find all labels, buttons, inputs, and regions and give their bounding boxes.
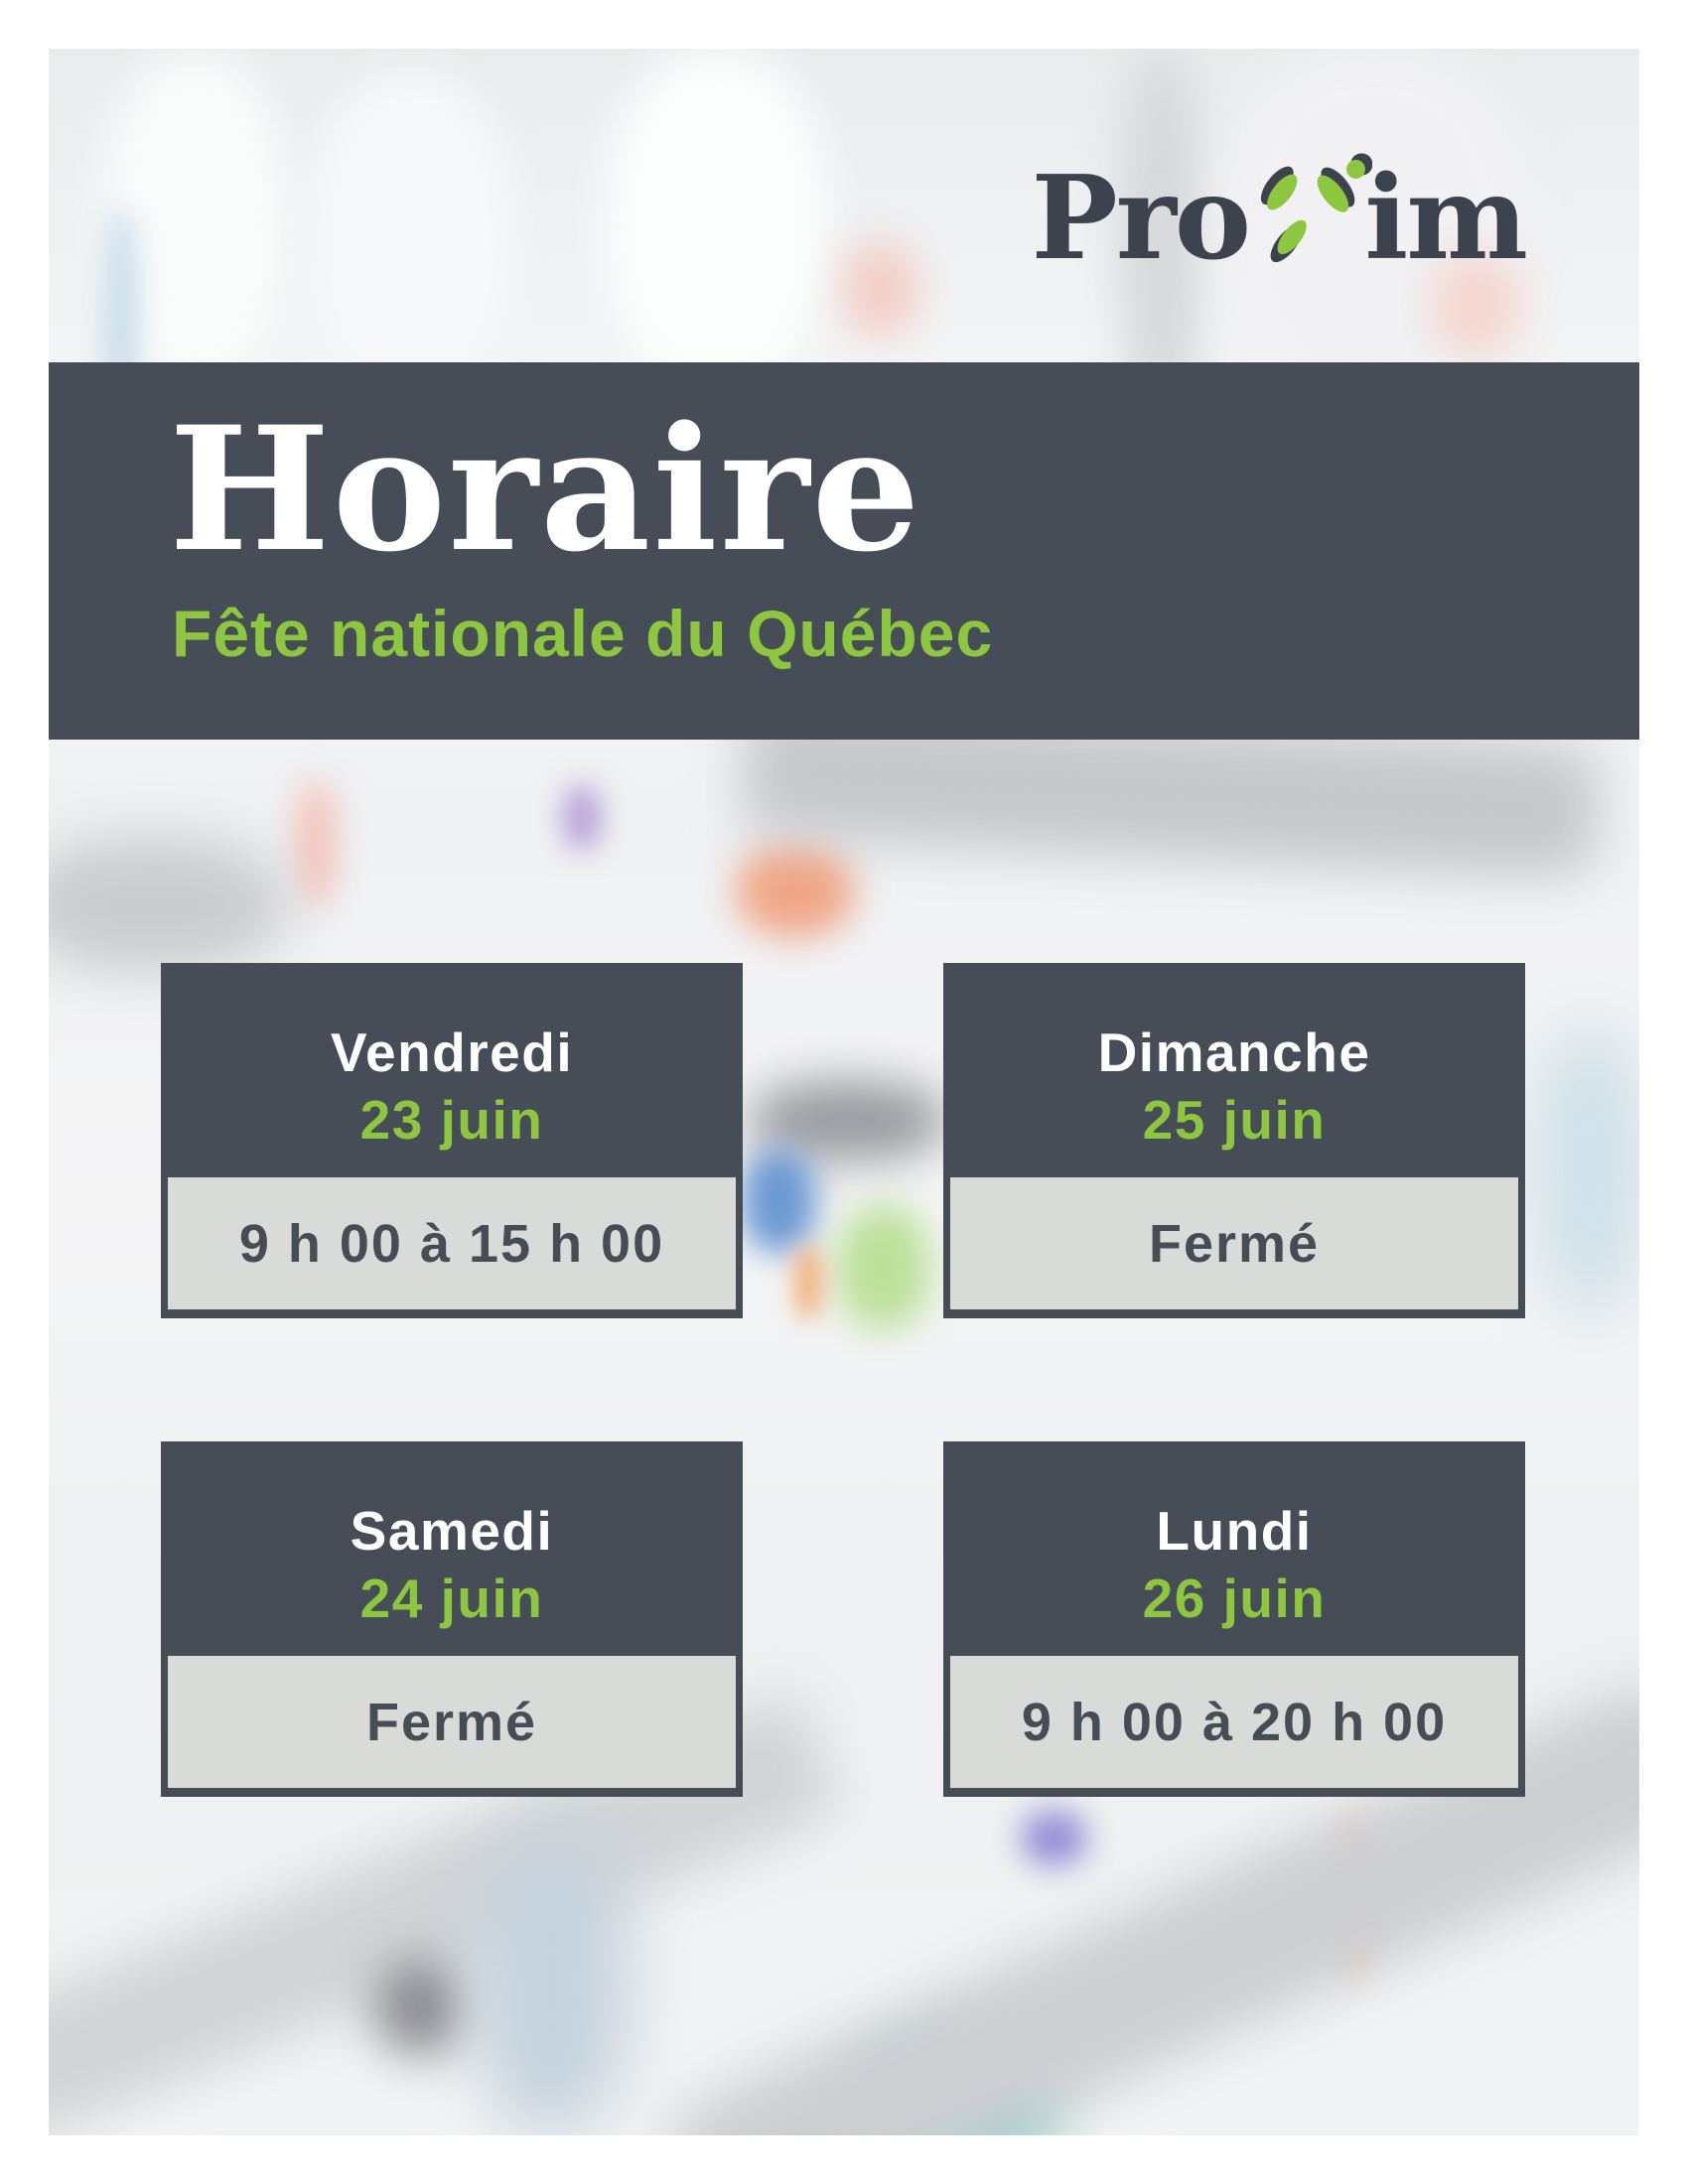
photo-blur-blob [836, 1205, 930, 1329]
title-banner [49, 362, 1639, 740]
poster-title: Horaire [169, 388, 922, 590]
photo-blur-blob [309, 73, 512, 401]
schedule-card-hours-panel [950, 1656, 1518, 1788]
schedule-card-dimanche [943, 963, 1525, 1318]
day-label: Samedi [350, 1500, 554, 1562]
pharmacy-shelves-photo [49, 49, 1639, 2135]
photo-blur-blob [295, 781, 337, 905]
hours-label: Fermé [365, 1692, 538, 1752]
photo-blur-blob [843, 242, 917, 337]
hours-label: 9 h 00 à 20 h 00 [1021, 1692, 1448, 1752]
schedule-card-vendredi [161, 963, 743, 1318]
hours-label: Fermé [1148, 1213, 1321, 1274]
photo-blur-blob [49, 838, 287, 972]
photo-blur-blob [605, 49, 828, 391]
schedule-card-samedi [161, 1441, 743, 1797]
photo-blur-blob [795, 1245, 821, 1319]
schedule-card-header [943, 1441, 1525, 1656]
schedule-card-header [161, 963, 743, 1177]
hours-label: 9 h 00 à 15 h 00 [238, 1213, 665, 1274]
photo-blur-blob [742, 1149, 816, 1253]
proxim-logo-text-im: im [1364, 151, 1526, 286]
schedule-card-hours-panel [168, 1177, 736, 1309]
photo-blur-blob [1022, 1811, 1086, 1865]
photo-blur-blob [1533, 1026, 1639, 1314]
schedule-card-hours-panel [168, 1656, 736, 1788]
poster-subtitle: Fête nationale du Québec [172, 597, 994, 670]
schedule-card-hours-panel [950, 1177, 1518, 1309]
date-label: 24 juin [359, 1567, 544, 1629]
date-label: 26 juin [1142, 1567, 1327, 1629]
schedule-card-header [161, 1441, 743, 1656]
day-label: Lundi [1156, 1500, 1313, 1562]
date-label: 25 juin [1142, 1088, 1327, 1151]
photo-blur-blob [563, 785, 601, 850]
photo-blur-blob [474, 1831, 628, 2133]
date-label: 23 juin [359, 1088, 544, 1151]
day-label: Vendredi [330, 1022, 574, 1083]
proxim-logo-text-pro: Pro [1031, 151, 1250, 286]
schedule-card-lundi [943, 1441, 1525, 1797]
schedule-card-header [943, 963, 1525, 1177]
proxim-butterfly-icon [1241, 143, 1372, 284]
proxim-logo [1031, 147, 1526, 291]
photo-blur-blob [737, 843, 854, 937]
day-label: Dimanche [1097, 1022, 1371, 1083]
photo-blur-blob [374, 1960, 469, 2054]
